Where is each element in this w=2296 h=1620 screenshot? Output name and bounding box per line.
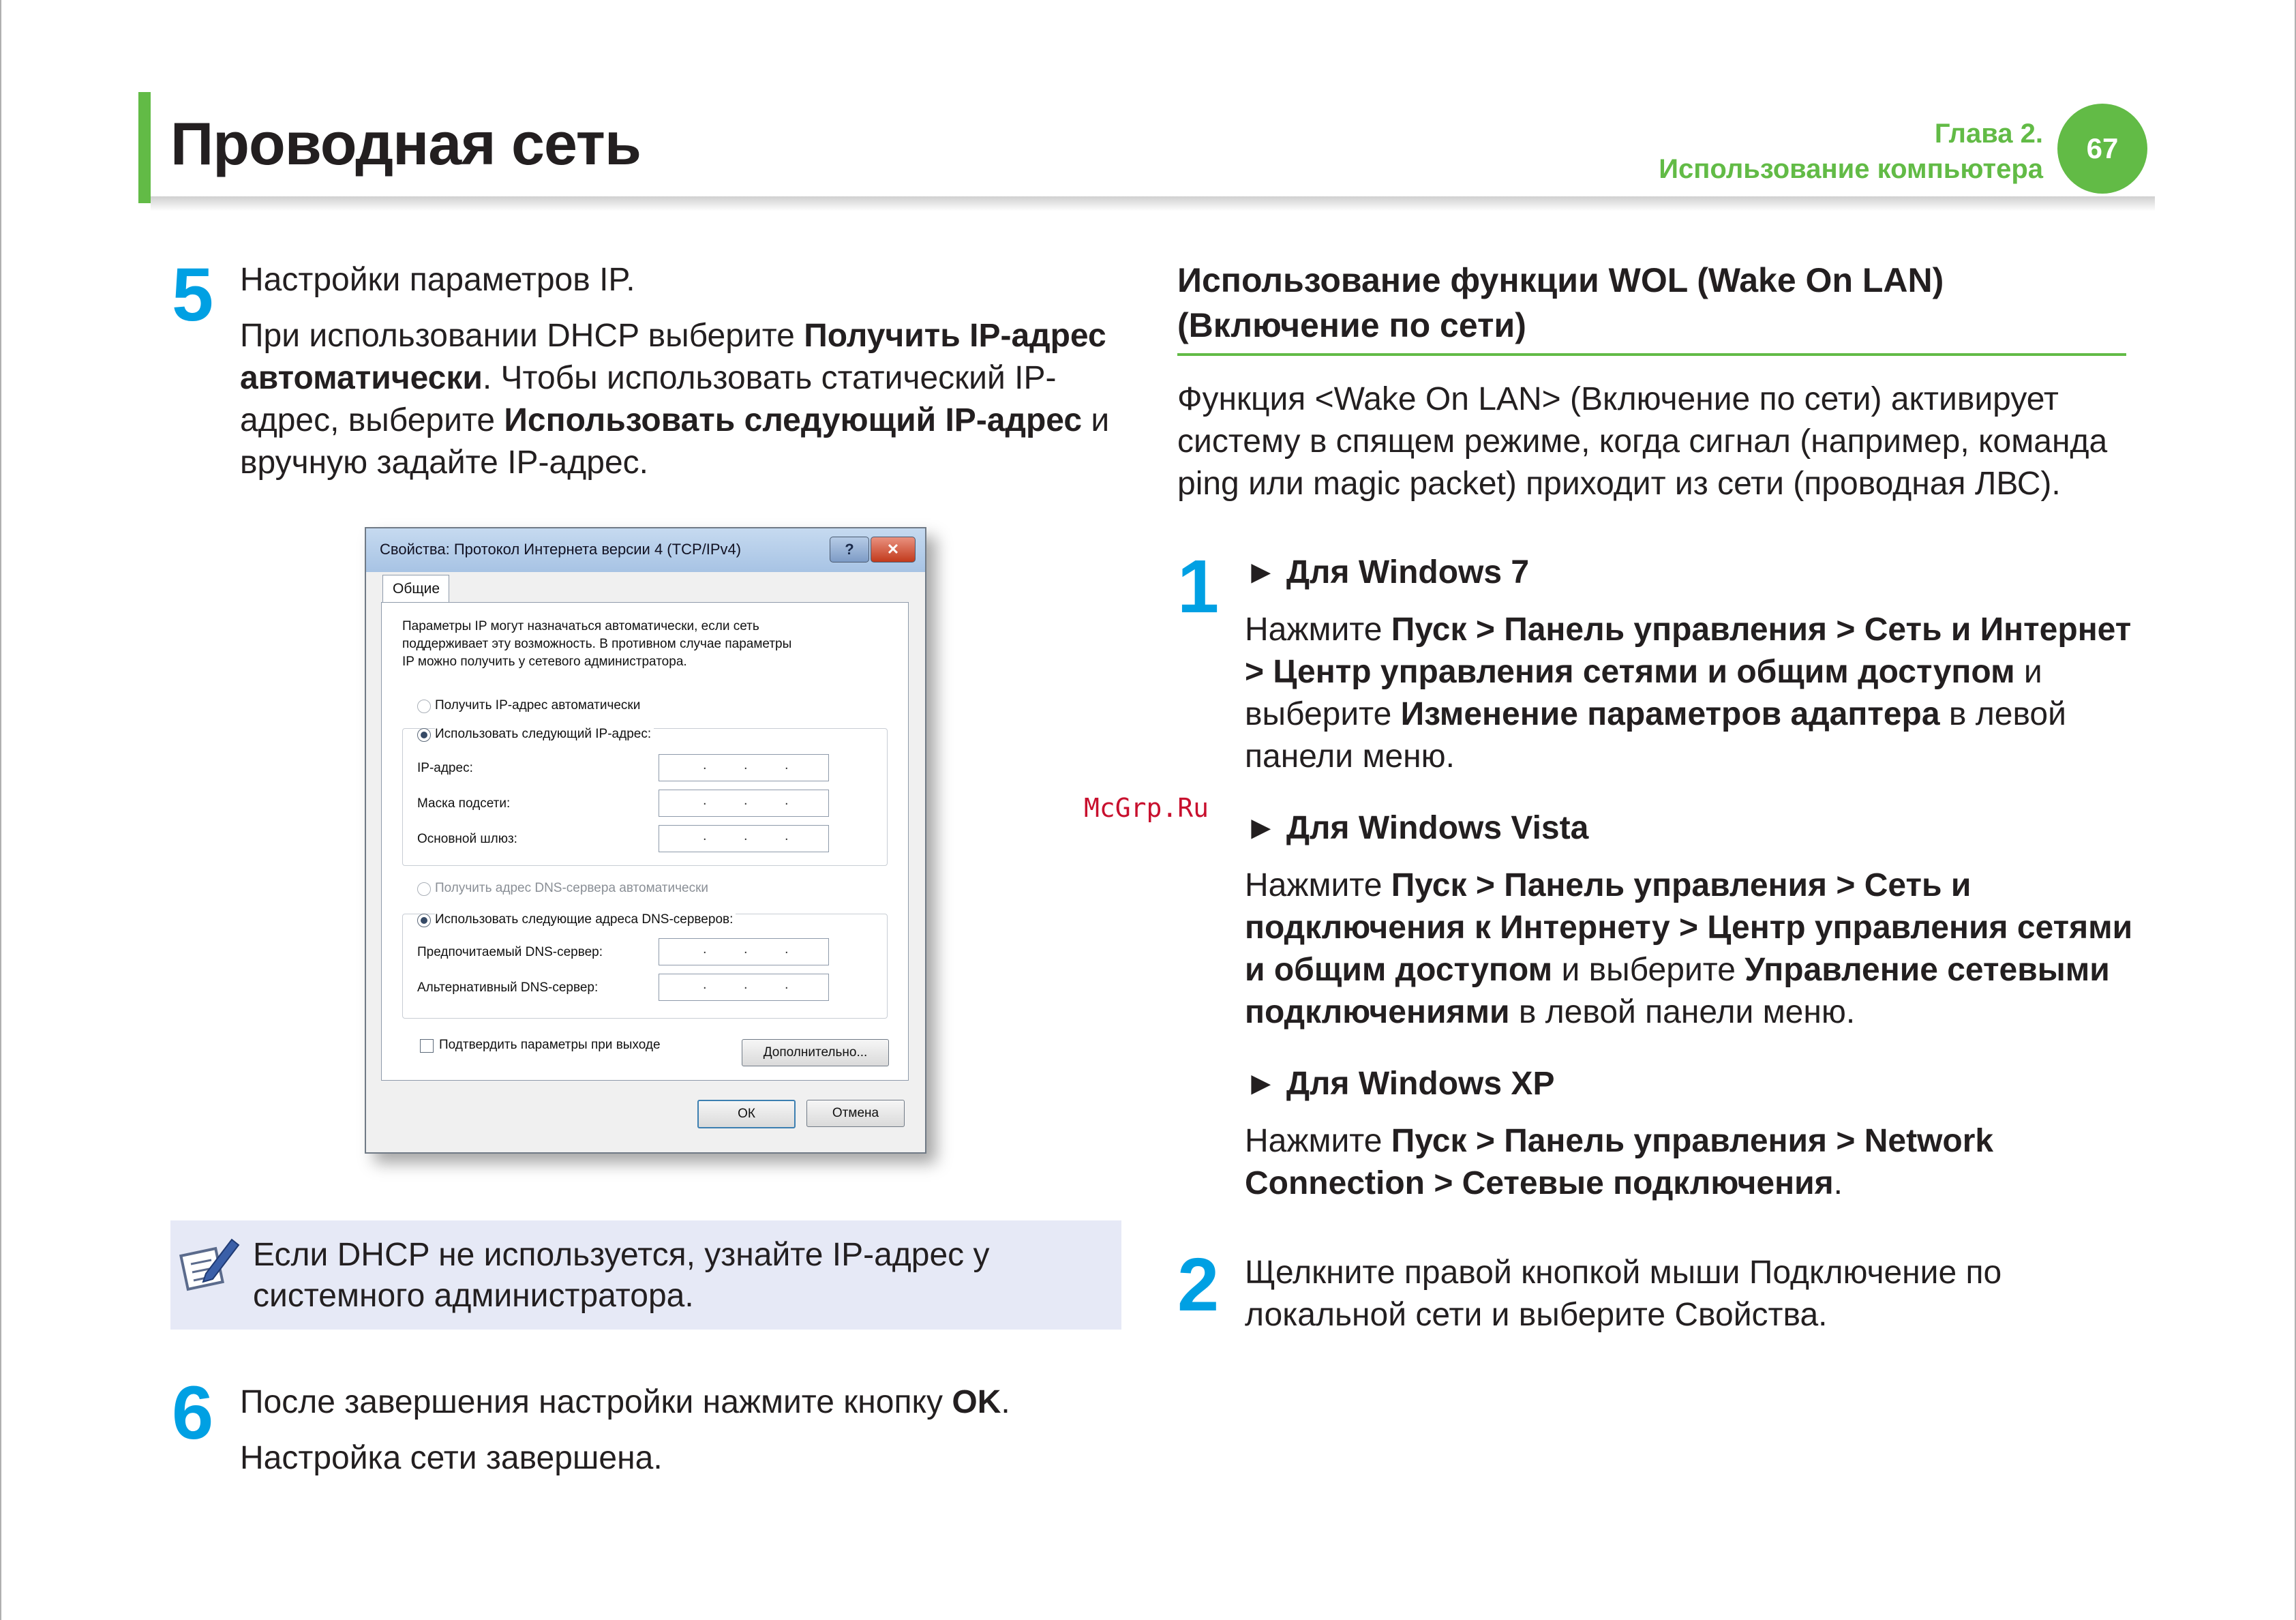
vista-bold-path: Пуск > Панель управления > Сеть и подключения к Интернету > Центр управления сетями и общим доступом xyxy=(1245,867,2133,988)
general-panel xyxy=(381,602,909,1081)
xp-text-1: Нажмите xyxy=(1245,1123,1391,1159)
chapter-name: Использование компьютера xyxy=(1659,154,2043,184)
xp-text-2: . xyxy=(1833,1165,1843,1201)
wol-step-number-1: 1 xyxy=(1177,545,1220,629)
ip-dot: . xyxy=(703,758,707,772)
title-accent-bar xyxy=(138,92,151,203)
page-number-badge: 67 xyxy=(2057,104,2147,194)
step5-text-1: При использовании DHCP выберите xyxy=(240,318,804,354)
win7-bold-adapter: Изменение параметров адаптера xyxy=(1400,696,1940,732)
dialog-intro-text xyxy=(402,618,791,671)
win7-text-1: Нажмите xyxy=(1245,612,1391,648)
ip-address-label: IP-адрес: xyxy=(417,761,473,775)
gateway-input[interactable] xyxy=(659,825,829,852)
win7-bold-path: Пуск > Панель управления > Сеть и Интернет > Центр управления сетями и общим доступом xyxy=(1245,612,2132,690)
intro-line-2: поддерживает эту возможность. В противном случае параметры xyxy=(402,637,792,651)
vista-text-2: и выберите xyxy=(1552,952,1745,988)
radio-auto-dns-label: Получить адрес DNS-сервера автоматически xyxy=(435,881,709,895)
ip-dot: . xyxy=(785,977,789,992)
chapter-number: Глава 2. xyxy=(1934,119,2043,149)
step6-bold-ok: OK xyxy=(952,1384,1001,1420)
note-text: Если DHCP не используется, узнайте IP-адрес у системного администратора. xyxy=(253,1237,990,1314)
ipv4-properties-dialog xyxy=(365,527,926,1154)
vista-heading: ► Для Windows Vista xyxy=(1245,810,1589,846)
radio-manual-dns-label: Использовать следующие адреса DNS-серверов: xyxy=(435,911,736,929)
step2-text: Щелкните правой кнопкой мыши Подключение по локальной сети и выберите Свойства. xyxy=(1245,1255,2002,1333)
vista-bold-manage: Управление сетевыми подключениями xyxy=(1245,952,2110,1030)
ip-dot: . xyxy=(744,793,748,808)
dns-group xyxy=(402,914,888,1019)
watermark: McGrp.Ru xyxy=(1084,793,1209,823)
radio-auto-ip-label: Получить IP-адрес автоматически xyxy=(435,698,641,712)
ip-dot: . xyxy=(744,942,748,957)
step-number-5: 5 xyxy=(172,253,214,337)
dialog-title: Свойства: Протокол Интернета версии 4 (TCP/IPv4) xyxy=(380,541,742,558)
ip-dot: . xyxy=(703,942,707,957)
vista-instructions xyxy=(1245,865,2141,1034)
step5-bold-manual: Использовать следующий IP-адрес xyxy=(504,402,1083,438)
dialog-close-button[interactable]: ✕ xyxy=(871,537,916,562)
alternate-dns-label: Альтернативный DNS-сервер: xyxy=(417,980,599,995)
page-title: Проводная сеть xyxy=(170,110,641,177)
step6-complete: Настройка сети завершена. xyxy=(240,1440,663,1476)
preferred-dns-input[interactable] xyxy=(659,938,829,965)
step5-text-3: и вручную задайте IP-адрес. xyxy=(240,402,1110,481)
radio-manual-ip-label: Использовать следующий IP-адрес: xyxy=(435,725,654,743)
subnet-mask-label: Маска подсети: xyxy=(417,796,511,811)
radio-auto-ip[interactable] xyxy=(417,700,431,713)
step5-heading: Настройки параметров IP. xyxy=(240,262,635,298)
dialog-titlebar xyxy=(366,528,925,572)
step5-text-2: . Чтобы использовать статический IP-адрес, выберите xyxy=(240,360,1057,438)
ip-address-input[interactable] xyxy=(659,754,829,781)
radio-manual-ip[interactable] xyxy=(417,728,431,742)
wol-step-number-2: 2 xyxy=(1177,1243,1220,1327)
step-number-6: 6 xyxy=(172,1371,214,1455)
page-edge-left xyxy=(0,0,1,1620)
ip-dot: . xyxy=(785,758,789,772)
radio-auto-dns[interactable] xyxy=(417,882,431,896)
step5-bold-auto: Получить IP-адрес автоматически xyxy=(240,318,1106,396)
xp-heading: ► Для Windows XP xyxy=(1245,1066,1555,1102)
ip-dot: . xyxy=(703,828,707,843)
ip-dot: . xyxy=(703,793,707,808)
chapter-label xyxy=(1659,116,2043,187)
ok-button[interactable]: ОК xyxy=(697,1100,796,1128)
xp-instructions xyxy=(1245,1120,2141,1205)
tab-general-label: Общие xyxy=(393,581,440,597)
gateway-label: Основной шлюз: xyxy=(417,832,517,846)
ip-dot: . xyxy=(785,828,789,843)
ip-dot: . xyxy=(744,758,748,772)
win7-text-2: и выберите xyxy=(1245,654,2042,732)
win7-text-3: в левой панели меню. xyxy=(1245,696,2066,775)
ip-dot: . xyxy=(744,828,748,843)
intro-line-1: Параметры IP могут назначаться автоматически, если сеть xyxy=(402,619,759,633)
step6-text-1: После завершения настройки нажмите кнопку xyxy=(240,1384,952,1420)
vista-text-1: Нажмите xyxy=(1245,867,1391,903)
win7-heading: ► Для Windows 7 xyxy=(1245,554,1530,590)
radio-manual-dns[interactable] xyxy=(417,914,431,927)
vista-text-3: в левой панели меню. xyxy=(1509,994,1856,1030)
cancel-button[interactable]: Отмена xyxy=(806,1100,905,1127)
ip-dot: . xyxy=(744,977,748,992)
wol-title-rule xyxy=(1177,353,2126,356)
step5-body xyxy=(240,315,1126,484)
validate-on-exit-label: Подтвердить параметры при выходе xyxy=(439,1038,661,1052)
subnet-mask-input[interactable] xyxy=(659,790,829,817)
dialog-help-button[interactable]: ? xyxy=(830,537,869,562)
intro-line-3: IP можно получить у сетевого администратора. xyxy=(402,655,687,669)
note-pencil-icon xyxy=(179,1234,240,1295)
ip-dot: . xyxy=(785,793,789,808)
step6-text-2: . xyxy=(1001,1384,1010,1420)
header-divider xyxy=(151,196,2155,211)
validate-on-exit-checkbox[interactable] xyxy=(420,1039,434,1053)
alternate-dns-input[interactable] xyxy=(659,974,829,1001)
wol-section-title: Использование функции WOL (Wake On LAN) (Включение по сети) xyxy=(1177,261,1944,344)
preferred-dns-label: Предпочитаемый DNS-сервер: xyxy=(417,945,603,959)
ip-dot: . xyxy=(785,942,789,957)
xp-bold-path: Пуск > Панель управления > Network Connection > Сетевые подключения xyxy=(1245,1123,1994,1201)
win7-instructions xyxy=(1245,609,2141,778)
tab-general[interactable] xyxy=(382,575,449,603)
advanced-button[interactable]: Дополнительно... xyxy=(742,1039,889,1066)
step6-text xyxy=(240,1381,1010,1424)
ip-dot: . xyxy=(703,977,707,992)
wol-description: Функция <Wake On LAN> (Включение по сети) активирует систему в спящем режиме, когда сигнал (например, команда ping или magic packet) приходит из сети (проводная ЛВС). xyxy=(1177,381,2108,502)
